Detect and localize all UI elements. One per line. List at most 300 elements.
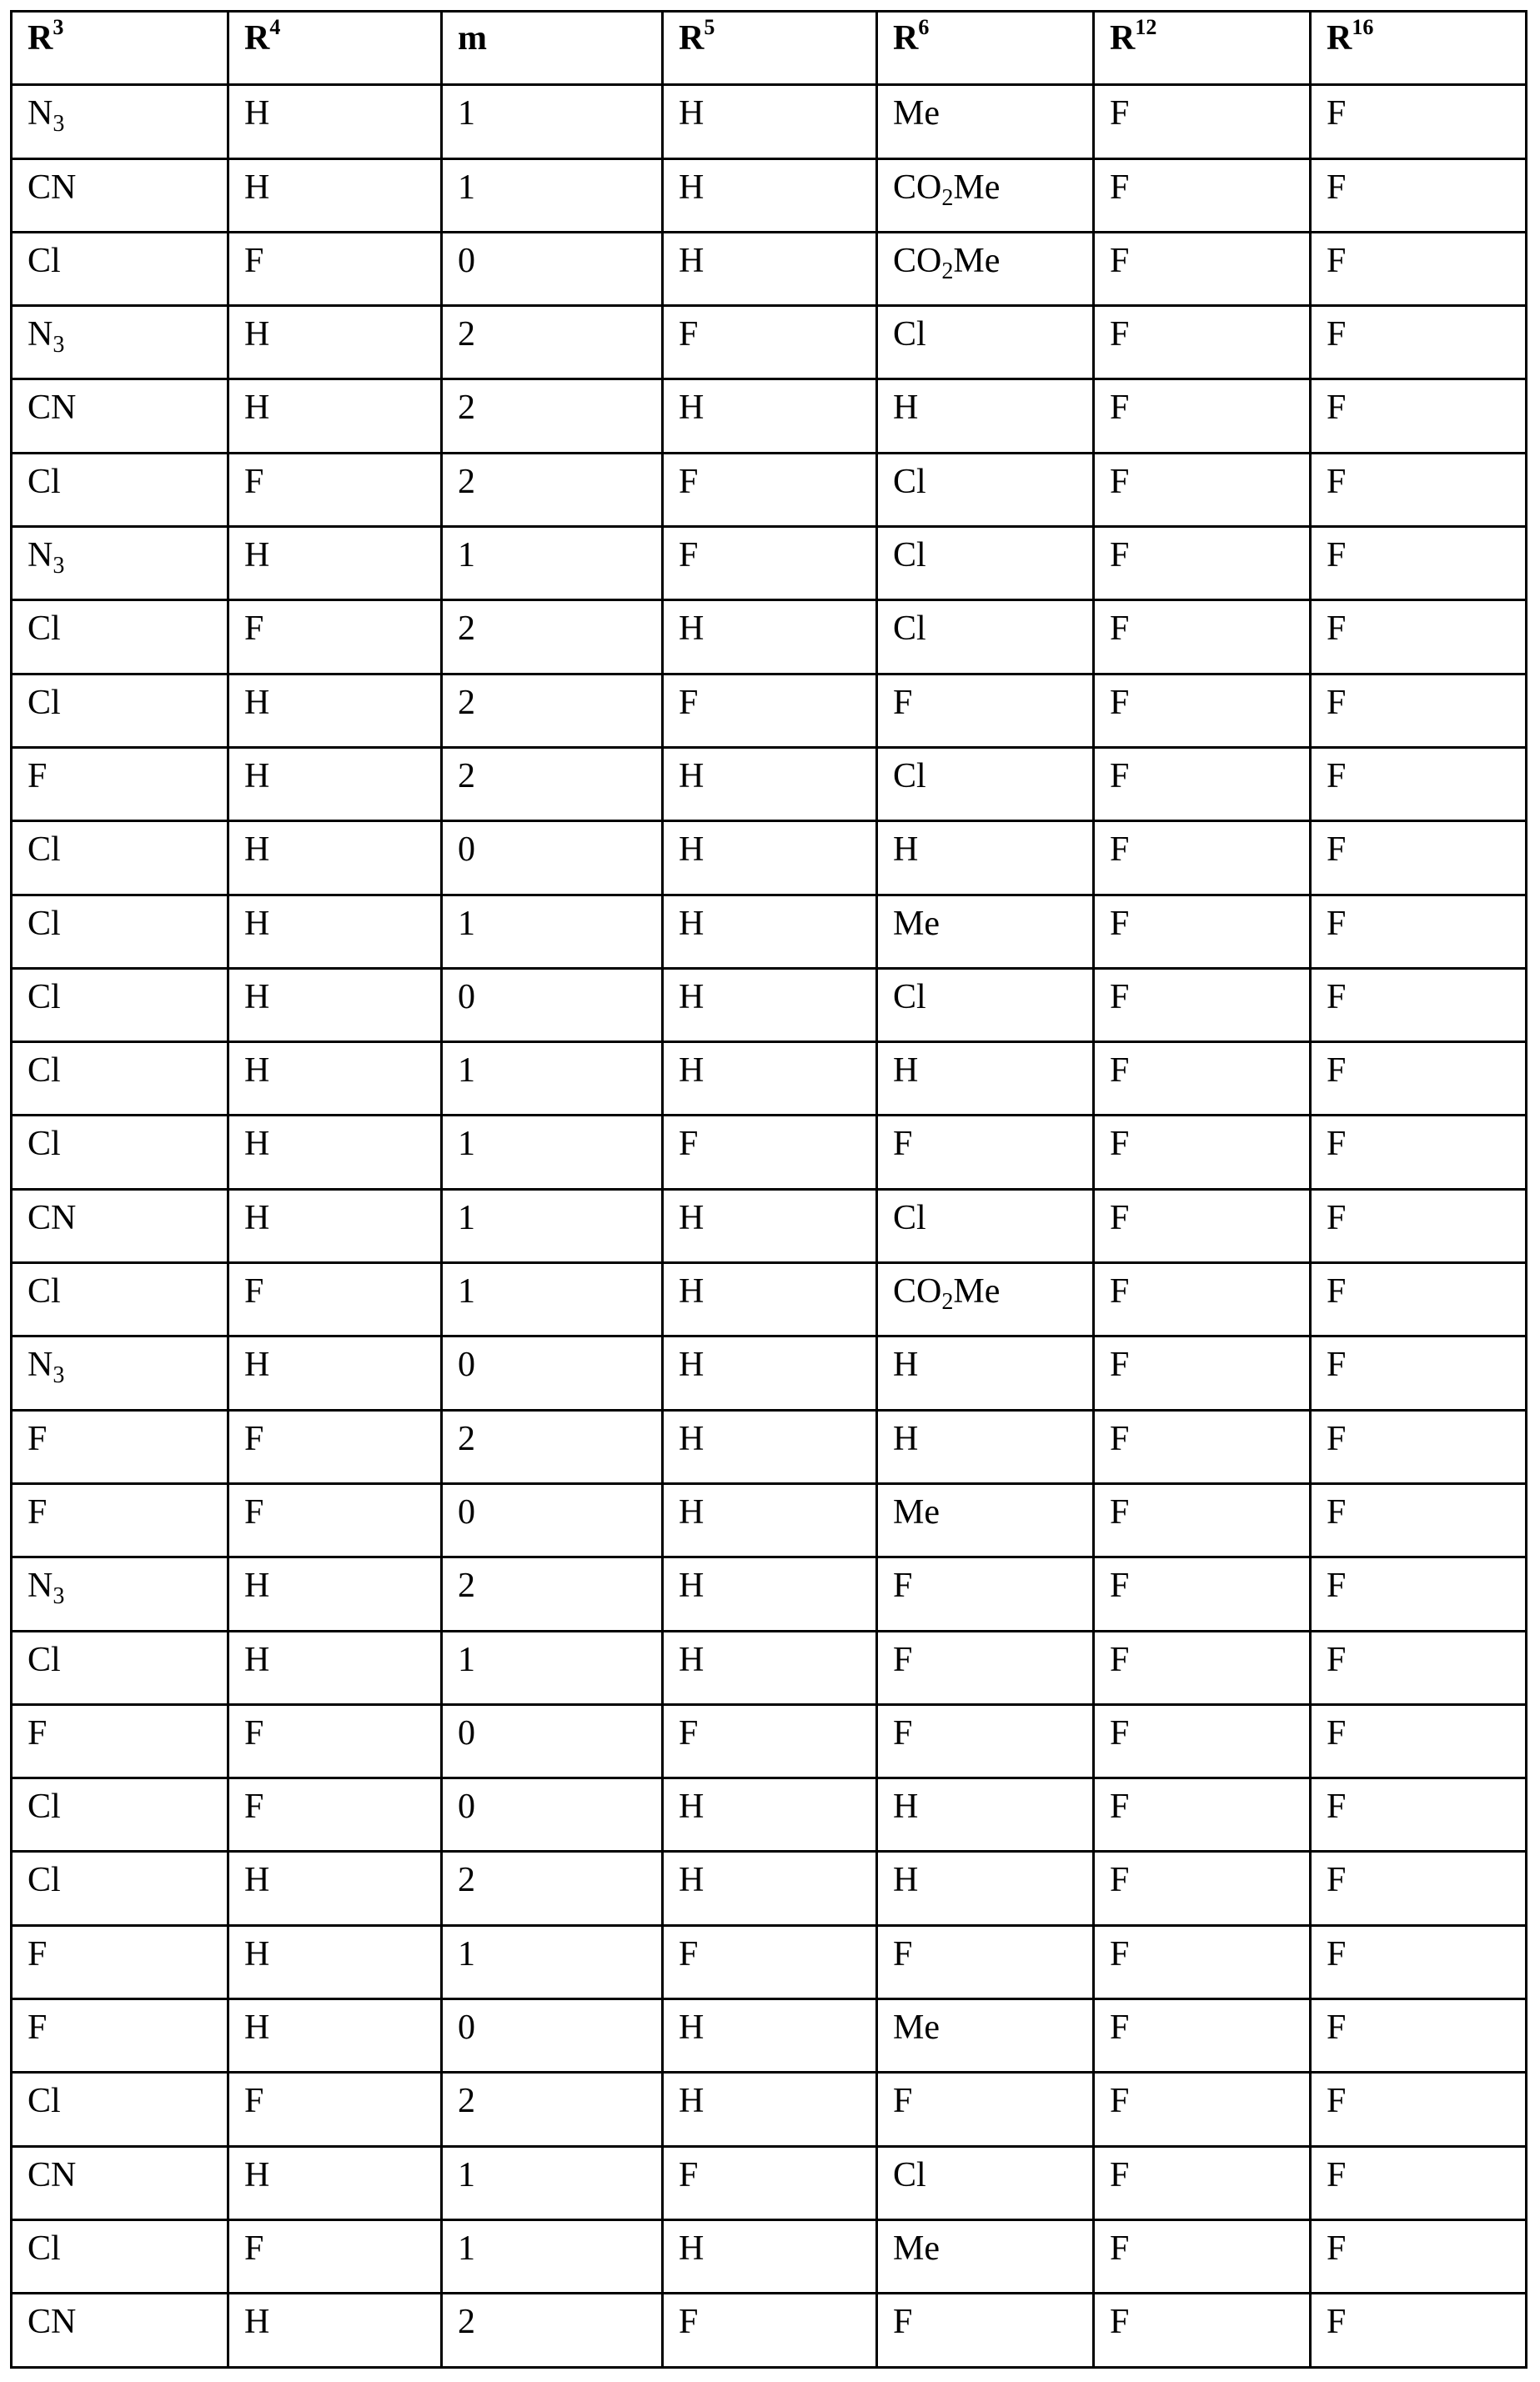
table-cell-r5 bbox=[663, 1925, 877, 1998]
table-cell-r4 bbox=[228, 1631, 442, 1704]
table-cell-r16 bbox=[1311, 1189, 1527, 1262]
cell-value: F bbox=[1110, 315, 1130, 354]
cell-value: F bbox=[28, 1492, 48, 1532]
cell-value: $CO_2Me$ bbox=[893, 1272, 1001, 1316]
cell-value: F bbox=[1327, 168, 1347, 207]
cell-value: H bbox=[679, 2082, 705, 2121]
table-row bbox=[12, 1042, 1527, 1116]
cell-value: H bbox=[679, 389, 705, 428]
table-cell-r3 bbox=[12, 968, 228, 1041]
table-cell-r5 bbox=[663, 453, 877, 526]
table-cell-r6 bbox=[877, 1263, 1094, 1336]
table-cell-r4 bbox=[228, 158, 442, 232]
cell-value: F bbox=[679, 2303, 699, 2342]
table-cell-m bbox=[442, 158, 663, 232]
table-cell-r12 bbox=[1094, 747, 1311, 820]
cell-value: F bbox=[1327, 1419, 1347, 1458]
table-cell-m bbox=[442, 2294, 663, 2367]
cell-value: F bbox=[1327, 1051, 1347, 1091]
table-cell-r4 bbox=[228, 968, 442, 1041]
table-cell-r4 bbox=[228, 2294, 442, 2367]
table-cell-m bbox=[442, 232, 663, 305]
table-cell-r3 bbox=[12, 1778, 228, 1852]
table-cell-r12 bbox=[1094, 2219, 1311, 2293]
table-cell-r3 bbox=[12, 1042, 228, 1116]
table-cell-r5 bbox=[663, 158, 877, 232]
cell-value: Cl bbox=[28, 241, 61, 280]
cell-value: Cl bbox=[28, 462, 61, 501]
cell-value: F bbox=[28, 1713, 48, 1753]
cell-value: 1 bbox=[458, 1198, 475, 1237]
cell-value: F bbox=[244, 1272, 264, 1311]
table-cell-r3 bbox=[12, 1631, 228, 1704]
cell-value: F bbox=[1110, 1861, 1130, 1900]
table-row bbox=[12, 2219, 1527, 2293]
cell-value: H bbox=[893, 1346, 919, 1385]
cell-value: F bbox=[1110, 1125, 1130, 1164]
cell-value: F bbox=[1110, 1788, 1130, 1827]
table-row bbox=[12, 1483, 1527, 1557]
cell-value: F bbox=[1327, 2008, 1347, 2048]
column-header-label: R bbox=[1110, 19, 1136, 58]
table-cell-r16 bbox=[1311, 1999, 1527, 2073]
cell-value: H bbox=[244, 756, 270, 795]
table-row bbox=[12, 527, 1527, 600]
table-cell-r5 bbox=[663, 527, 877, 600]
table-cell-r12 bbox=[1094, 453, 1311, 526]
cell-value: F bbox=[1327, 2082, 1347, 2121]
table-cell-r16 bbox=[1311, 1557, 1527, 1631]
table-cell-r16 bbox=[1311, 1778, 1527, 1852]
table-cell-r16 bbox=[1311, 2294, 1527, 2367]
table-cell-r3 bbox=[12, 1557, 228, 1631]
table-cell-m bbox=[442, 821, 663, 895]
cell-value: 1 bbox=[458, 2155, 475, 2194]
cell-value: F bbox=[1327, 977, 1347, 1016]
column-header-superscript: 4 bbox=[269, 15, 281, 39]
cell-value: 0 bbox=[458, 977, 475, 1016]
table-cell-r6 bbox=[877, 1410, 1094, 1483]
table-cell-r12 bbox=[1094, 1336, 1311, 1410]
cell-value: H bbox=[244, 1051, 270, 1091]
cell-value: F bbox=[1110, 241, 1130, 280]
table-cell-r5 bbox=[663, 968, 877, 1041]
cell-value: $N_3$ bbox=[28, 315, 65, 359]
column-header-superscript: 3 bbox=[53, 15, 64, 39]
cell-value: 0 bbox=[458, 830, 475, 870]
cell-value: F bbox=[1110, 94, 1130, 133]
cell-value: H bbox=[679, 1861, 705, 1900]
table-cell-r16 bbox=[1311, 2219, 1527, 2293]
table-cell-m bbox=[442, 895, 663, 968]
cell-value: F bbox=[1110, 1419, 1130, 1458]
cell-value: H bbox=[244, 94, 270, 133]
table-cell-r3 bbox=[12, 1263, 228, 1336]
cell-value: F bbox=[893, 2082, 913, 2121]
cell-value: Cl bbox=[28, 1272, 61, 1311]
table-cell-r12 bbox=[1094, 85, 1311, 158]
table-cell-r5 bbox=[663, 1410, 877, 1483]
table-cell-r5 bbox=[663, 85, 877, 158]
table-cell-r6 bbox=[877, 1557, 1094, 1631]
table-row bbox=[12, 895, 1527, 968]
cell-value: Cl bbox=[28, 2229, 61, 2268]
table-cell-r5 bbox=[663, 1704, 877, 1778]
table-cell-r3 bbox=[12, 600, 228, 674]
cell-value: Cl bbox=[28, 904, 61, 943]
cell-value: 0 bbox=[458, 1713, 475, 1753]
cell-value: F bbox=[1110, 462, 1130, 501]
cell-value: F bbox=[1110, 389, 1130, 428]
table-cell-r16 bbox=[1311, 895, 1527, 968]
table-cell-r3 bbox=[12, 1925, 228, 1998]
table-cell-r5 bbox=[663, 1999, 877, 2073]
table-row bbox=[12, 2073, 1527, 2146]
table-row bbox=[12, 85, 1527, 158]
table-cell-r6 bbox=[877, 2073, 1094, 2146]
table-cell-r12 bbox=[1094, 895, 1311, 968]
table-cell-m bbox=[442, 2219, 663, 2293]
cell-value: F bbox=[679, 2155, 699, 2194]
cell-value: F bbox=[1327, 241, 1347, 280]
table-cell-r16 bbox=[1311, 1704, 1527, 1778]
cell-value: 2 bbox=[458, 756, 475, 795]
table-cell-r12 bbox=[1094, 158, 1311, 232]
cell-value: H bbox=[679, 977, 705, 1016]
cell-value: F bbox=[1110, 2082, 1130, 2121]
column-header-r16 bbox=[1311, 12, 1527, 85]
cell-value: Me bbox=[893, 1492, 940, 1532]
table-cell-r5 bbox=[663, 232, 877, 305]
table-row bbox=[12, 306, 1527, 379]
cell-value: H bbox=[893, 1419, 919, 1458]
cell-value: H bbox=[244, 1934, 270, 1973]
table-cell-r16 bbox=[1311, 2073, 1527, 2146]
table-cell-r12 bbox=[1094, 600, 1311, 674]
cell-value: H bbox=[679, 2008, 705, 2048]
table-cell-r5 bbox=[663, 1557, 877, 1631]
table-cell-r4 bbox=[228, 895, 442, 968]
table-cell-r6 bbox=[877, 306, 1094, 379]
cell-value: 1 bbox=[458, 2229, 475, 2268]
table-cell-r12 bbox=[1094, 1631, 1311, 1704]
cell-value: H bbox=[244, 1861, 270, 1900]
cell-value: F bbox=[1110, 609, 1130, 649]
cell-value: F bbox=[679, 1713, 699, 1753]
cell-value: Cl bbox=[28, 1788, 61, 1827]
cell-value: F bbox=[679, 1934, 699, 1973]
cell-value: H bbox=[244, 1198, 270, 1237]
cell-value: 1 bbox=[458, 1272, 475, 1311]
cell-value: H bbox=[244, 1125, 270, 1164]
table-cell-r6 bbox=[877, 1925, 1094, 1998]
cell-value: F bbox=[28, 1419, 48, 1458]
table-cell-r5 bbox=[663, 2146, 877, 2219]
table-cell-r16 bbox=[1311, 453, 1527, 526]
cell-value: H bbox=[244, 683, 270, 722]
cell-value: H bbox=[679, 756, 705, 795]
cell-value: F bbox=[893, 1567, 913, 1606]
table-cell-r6 bbox=[877, 85, 1094, 158]
cell-value: 1 bbox=[458, 1640, 475, 1679]
cell-value: F bbox=[679, 683, 699, 722]
cell-value: F bbox=[1327, 389, 1347, 428]
table-row bbox=[12, 747, 1527, 820]
cell-value: H bbox=[244, 977, 270, 1016]
table-cell-r6 bbox=[877, 1852, 1094, 1925]
cell-value: 1 bbox=[458, 1125, 475, 1164]
table-cell-r16 bbox=[1311, 306, 1527, 379]
table-cell-r3 bbox=[12, 2294, 228, 2367]
cell-value: H bbox=[893, 1788, 919, 1827]
table-cell-m bbox=[442, 1116, 663, 1189]
table-cell-r12 bbox=[1094, 2146, 1311, 2219]
cell-value: F bbox=[1327, 683, 1347, 722]
cell-value: F bbox=[1327, 1272, 1347, 1311]
cell-value: $N_3$ bbox=[28, 1346, 65, 1389]
table-cell-r16 bbox=[1311, 379, 1527, 453]
cell-value: F bbox=[1327, 2155, 1347, 2194]
table-row bbox=[12, 600, 1527, 674]
table-cell-r3 bbox=[12, 85, 228, 158]
table-cell-r16 bbox=[1311, 1410, 1527, 1483]
column-header-superscript: 16 bbox=[1352, 15, 1374, 39]
table-cell-m bbox=[442, 306, 663, 379]
table-row bbox=[12, 453, 1527, 526]
table-cell-r12 bbox=[1094, 1483, 1311, 1557]
table-cell-r12 bbox=[1094, 527, 1311, 600]
cell-value: F bbox=[1327, 1346, 1347, 1385]
cell-value: H bbox=[244, 1567, 270, 1606]
table-cell-r3 bbox=[12, 1189, 228, 1262]
table-cell-m bbox=[442, 85, 663, 158]
cell-value: F bbox=[1327, 1567, 1347, 1606]
table-cell-r6 bbox=[877, 747, 1094, 820]
cell-value: 0 bbox=[458, 241, 475, 280]
table-cell-r3 bbox=[12, 747, 228, 820]
table-row bbox=[12, 1778, 1527, 1852]
table-cell-r3 bbox=[12, 2073, 228, 2146]
cell-value: F bbox=[679, 536, 699, 575]
cell-value: F bbox=[1327, 830, 1347, 870]
cell-value: F bbox=[1327, 756, 1347, 795]
table-cell-r5 bbox=[663, 379, 877, 453]
cell-value: H bbox=[893, 1051, 919, 1091]
cell-value: H bbox=[679, 94, 705, 133]
table-cell-r16 bbox=[1311, 821, 1527, 895]
cell-value: $CO_2Me$ bbox=[893, 241, 1001, 284]
table-cell-r16 bbox=[1311, 232, 1527, 305]
cell-value: F bbox=[1327, 1198, 1347, 1237]
table-row bbox=[12, 1410, 1527, 1483]
cell-value: H bbox=[679, 1051, 705, 1091]
table-cell-m bbox=[442, 1042, 663, 1116]
cell-value: CN bbox=[28, 168, 77, 207]
table-cell-r6 bbox=[877, 968, 1094, 1041]
cell-value: F bbox=[244, 2082, 264, 2121]
cell-value: H bbox=[679, 241, 705, 280]
cell-value: Cl bbox=[28, 830, 61, 870]
table-cell-r5 bbox=[663, 1116, 877, 1189]
table-cell-r6 bbox=[877, 2146, 1094, 2219]
cell-value: H bbox=[679, 1567, 705, 1606]
table-cell-r16 bbox=[1311, 1852, 1527, 1925]
table-cell-r3 bbox=[12, 674, 228, 747]
table-cell-r5 bbox=[663, 747, 877, 820]
cell-value: Me bbox=[893, 94, 940, 133]
cell-value: H bbox=[244, 1640, 270, 1679]
cell-value: CN bbox=[28, 2155, 77, 2194]
table-cell-r4 bbox=[228, 1778, 442, 1852]
cell-value: H bbox=[893, 389, 919, 428]
column-header-label: R bbox=[893, 19, 919, 58]
cell-value: F bbox=[1110, 536, 1130, 575]
table-cell-r16 bbox=[1311, 1042, 1527, 1116]
cell-value: H bbox=[244, 904, 270, 943]
table-cell-m bbox=[442, 1483, 663, 1557]
table-row bbox=[12, 821, 1527, 895]
cell-value: H bbox=[679, 1492, 705, 1532]
cell-value: 2 bbox=[458, 462, 475, 501]
table-cell-r6 bbox=[877, 379, 1094, 453]
cell-value: Cl bbox=[893, 1198, 926, 1237]
table-cell-r5 bbox=[663, 306, 877, 379]
table-cell-r16 bbox=[1311, 1336, 1527, 1410]
table-cell-r4 bbox=[228, 1557, 442, 1631]
table-cell-m bbox=[442, 1263, 663, 1336]
table-cell-m bbox=[442, 1852, 663, 1925]
table-cell-r4 bbox=[228, 527, 442, 600]
cell-value: H bbox=[244, 2303, 270, 2342]
table-cell-r4 bbox=[228, 821, 442, 895]
table-cell-r3 bbox=[12, 527, 228, 600]
cell-value: F bbox=[1110, 1713, 1130, 1753]
table-cell-r4 bbox=[228, 232, 442, 305]
cell-value: H bbox=[679, 830, 705, 870]
cell-value: Cl bbox=[28, 609, 61, 649]
cell-value: 2 bbox=[458, 315, 475, 354]
cell-value: F bbox=[1110, 977, 1130, 1016]
column-header-label: R bbox=[244, 19, 270, 58]
table-cell-r4 bbox=[228, 747, 442, 820]
table-cell-r6 bbox=[877, 600, 1094, 674]
table-row bbox=[12, 1557, 1527, 1631]
cell-value: Cl bbox=[28, 1125, 61, 1164]
cell-value: F bbox=[1327, 904, 1347, 943]
cell-value: F bbox=[893, 1934, 913, 1973]
cell-value: Cl bbox=[893, 536, 926, 575]
table-cell-r12 bbox=[1094, 2073, 1311, 2146]
cell-value: H bbox=[679, 1419, 705, 1458]
table-cell-m bbox=[442, 1778, 663, 1852]
table-cell-m bbox=[442, 453, 663, 526]
cell-value: F bbox=[28, 756, 48, 795]
table-cell-r3 bbox=[12, 1336, 228, 1410]
cell-value: 2 bbox=[458, 683, 475, 722]
cell-value: Me bbox=[893, 904, 940, 943]
table-cell-r4 bbox=[228, 1116, 442, 1189]
cell-value: F bbox=[1327, 1861, 1347, 1900]
cell-value: H bbox=[679, 1640, 705, 1679]
cell-value: F bbox=[28, 2008, 48, 2048]
table-cell-r3 bbox=[12, 453, 228, 526]
cell-value: F bbox=[1110, 904, 1130, 943]
table-cell-r12 bbox=[1094, 1116, 1311, 1189]
table-cell-r16 bbox=[1311, 674, 1527, 747]
column-header-superscript: 5 bbox=[704, 15, 715, 39]
table-cell-r12 bbox=[1094, 1410, 1311, 1483]
table-cell-r6 bbox=[877, 1631, 1094, 1704]
table-cell-r6 bbox=[877, 674, 1094, 747]
table-cell-r6 bbox=[877, 453, 1094, 526]
table-row bbox=[12, 232, 1527, 305]
table-cell-r5 bbox=[663, 895, 877, 968]
cell-value: Cl bbox=[893, 315, 926, 354]
table-cell-r3 bbox=[12, 1999, 228, 2073]
table-cell-r4 bbox=[228, 453, 442, 526]
table-cell-r4 bbox=[228, 1042, 442, 1116]
table-cell-r3 bbox=[12, 2146, 228, 2219]
cell-value: Me bbox=[893, 2229, 940, 2268]
table-cell-r6 bbox=[877, 1778, 1094, 1852]
cell-value: Cl bbox=[28, 2082, 61, 2121]
table-cell-r6 bbox=[877, 2219, 1094, 2293]
cell-value: 0 bbox=[458, 1492, 475, 1532]
cell-value: F bbox=[244, 241, 264, 280]
table-cell-r4 bbox=[228, 600, 442, 674]
header-row bbox=[12, 12, 1527, 85]
cell-value: F bbox=[1327, 536, 1347, 575]
cell-value: F bbox=[893, 1125, 913, 1164]
table-cell-r16 bbox=[1311, 600, 1527, 674]
cell-value: 2 bbox=[458, 1861, 475, 1900]
column-header-r3 bbox=[12, 12, 228, 85]
cell-value: F bbox=[244, 2229, 264, 2268]
table-cell-r12 bbox=[1094, 968, 1311, 1041]
table-cell-r16 bbox=[1311, 968, 1527, 1041]
cell-value: F bbox=[1110, 1934, 1130, 1973]
cell-value: F bbox=[244, 1419, 264, 1458]
cell-value: F bbox=[1327, 609, 1347, 649]
cell-value: 0 bbox=[458, 2008, 475, 2048]
cell-value: F bbox=[1110, 168, 1130, 207]
table-cell-r12 bbox=[1094, 1263, 1311, 1336]
cell-value: 1 bbox=[458, 1051, 475, 1091]
cell-value: H bbox=[244, 168, 270, 207]
table-cell-r16 bbox=[1311, 1925, 1527, 1998]
cell-value: 2 bbox=[458, 1419, 475, 1458]
table-cell-r4 bbox=[228, 2073, 442, 2146]
table-cell-m bbox=[442, 2073, 663, 2146]
table-row bbox=[12, 2294, 1527, 2367]
cell-value: 2 bbox=[458, 389, 475, 428]
table-cell-r16 bbox=[1311, 747, 1527, 820]
cell-value: H bbox=[679, 1272, 705, 1311]
cell-value: CN bbox=[28, 1198, 77, 1237]
table-cell-r16 bbox=[1311, 1631, 1527, 1704]
cell-value: F bbox=[1110, 1346, 1130, 1385]
cell-value: F bbox=[679, 462, 699, 501]
table-cell-m bbox=[442, 600, 663, 674]
table-cell-r5 bbox=[663, 1852, 877, 1925]
table-cell-r12 bbox=[1094, 674, 1311, 747]
table-cell-r12 bbox=[1094, 1557, 1311, 1631]
table-cell-m bbox=[442, 1336, 663, 1410]
cell-value: H bbox=[244, 2155, 270, 2194]
table-cell-r5 bbox=[663, 2294, 877, 2367]
cell-value: H bbox=[244, 830, 270, 870]
column-header-r4 bbox=[228, 12, 442, 85]
